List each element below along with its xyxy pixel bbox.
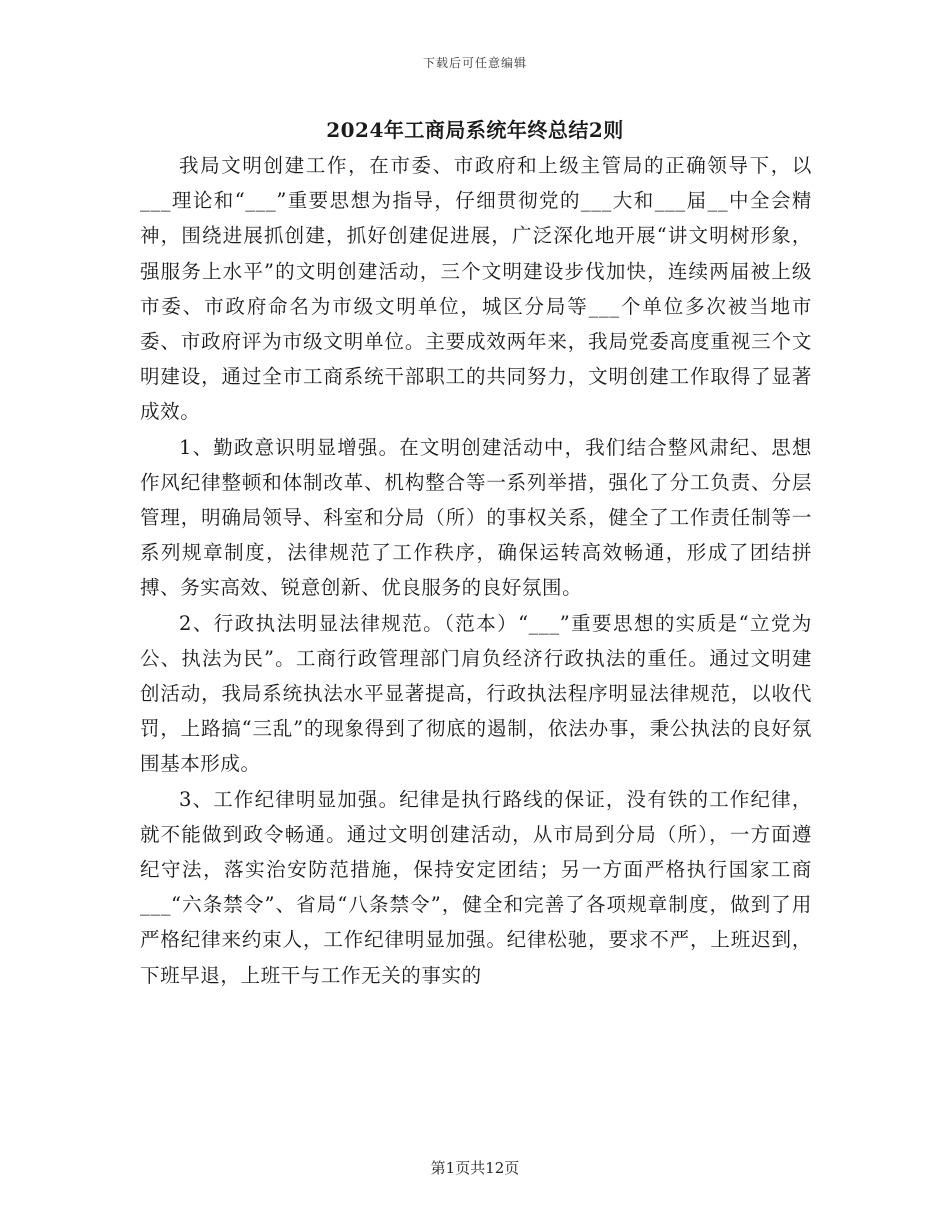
paragraph-item-2: 2、行政执法明显法律规范。（范本）“___”重要思想的实质是“立党为公、执法为民”。工商行政管理部门肩负经济行政执法的重任。通过文明建创活动，我局系统执法水平显著提高，行政执法程序明显法律规范，以收代罚，上路搞“三乱”的现象得到了彻底的遏制，依法办事，秉公执法的良好氛围基本形成。	[140, 611, 812, 776]
header-note: 下载后可任意编辑	[422, 56, 527, 70]
paragraph-intro: 我局文明创建工作，在市委、市政府和上级主管局的正确领导下，以___理论和“___”重要思想为指导，仔细贯彻党的___大和___届__中全会精神，围绕进展抓创建，抓好创建促进展，广泛深化地开展“讲文明树形象，强服务上水平”的文明创建活动，三个文明建设步伐加快，连续两届被上级市委、市政府命名为市级文明单位，城区分局等___个单位多次被当地市委、市政府评为市级文明单位。主要成效两年来，我局党委高度重视三个文明建设，通过全市工商系统干部职工的共同努力，文明创建工作取得了显著成效。	[140, 154, 812, 424]
paragraph-item-3: 3、工作纪律明显加强。纪律是执行路线的保证，没有铁的工作纪律，就不能做到政令畅通。通过文明创建活动，从市局到分局（所），一方面遵纪守法，落实治安防范措施，保持安定团结；另一方面严格执行国家工商___“六条禁令”、省局“八条禁令”，健全和完善了各项规章制度，做到了用严格纪律来约束人，工作纪律明显加强。纪律松驰，要求不严，上班迟到，下班早退，上班干与工作无关的事实的	[140, 787, 812, 987]
paragraph-item-1: 1、勤政意识明显增强。在文明创建活动中，我们结合整风肃纪、思想作风纪律整顿和体制改革、机构整合等一系列举措，强化了分工负责、分层管理，明确局领导、科室和分局（所）的事权关系，健全了工作责任制等一系列规章制度，法律规范了工作秩序，确保运转高效畅通，形成了团结拼搏、务实高效、锐意创新、优良服务的良好氛围。	[140, 435, 812, 600]
page-footer: 第1页共12页	[430, 1159, 520, 1177]
document-title: 2024年工商局系统年终总结2则	[326, 118, 624, 142]
document-body	[140, 148, 812, 993]
